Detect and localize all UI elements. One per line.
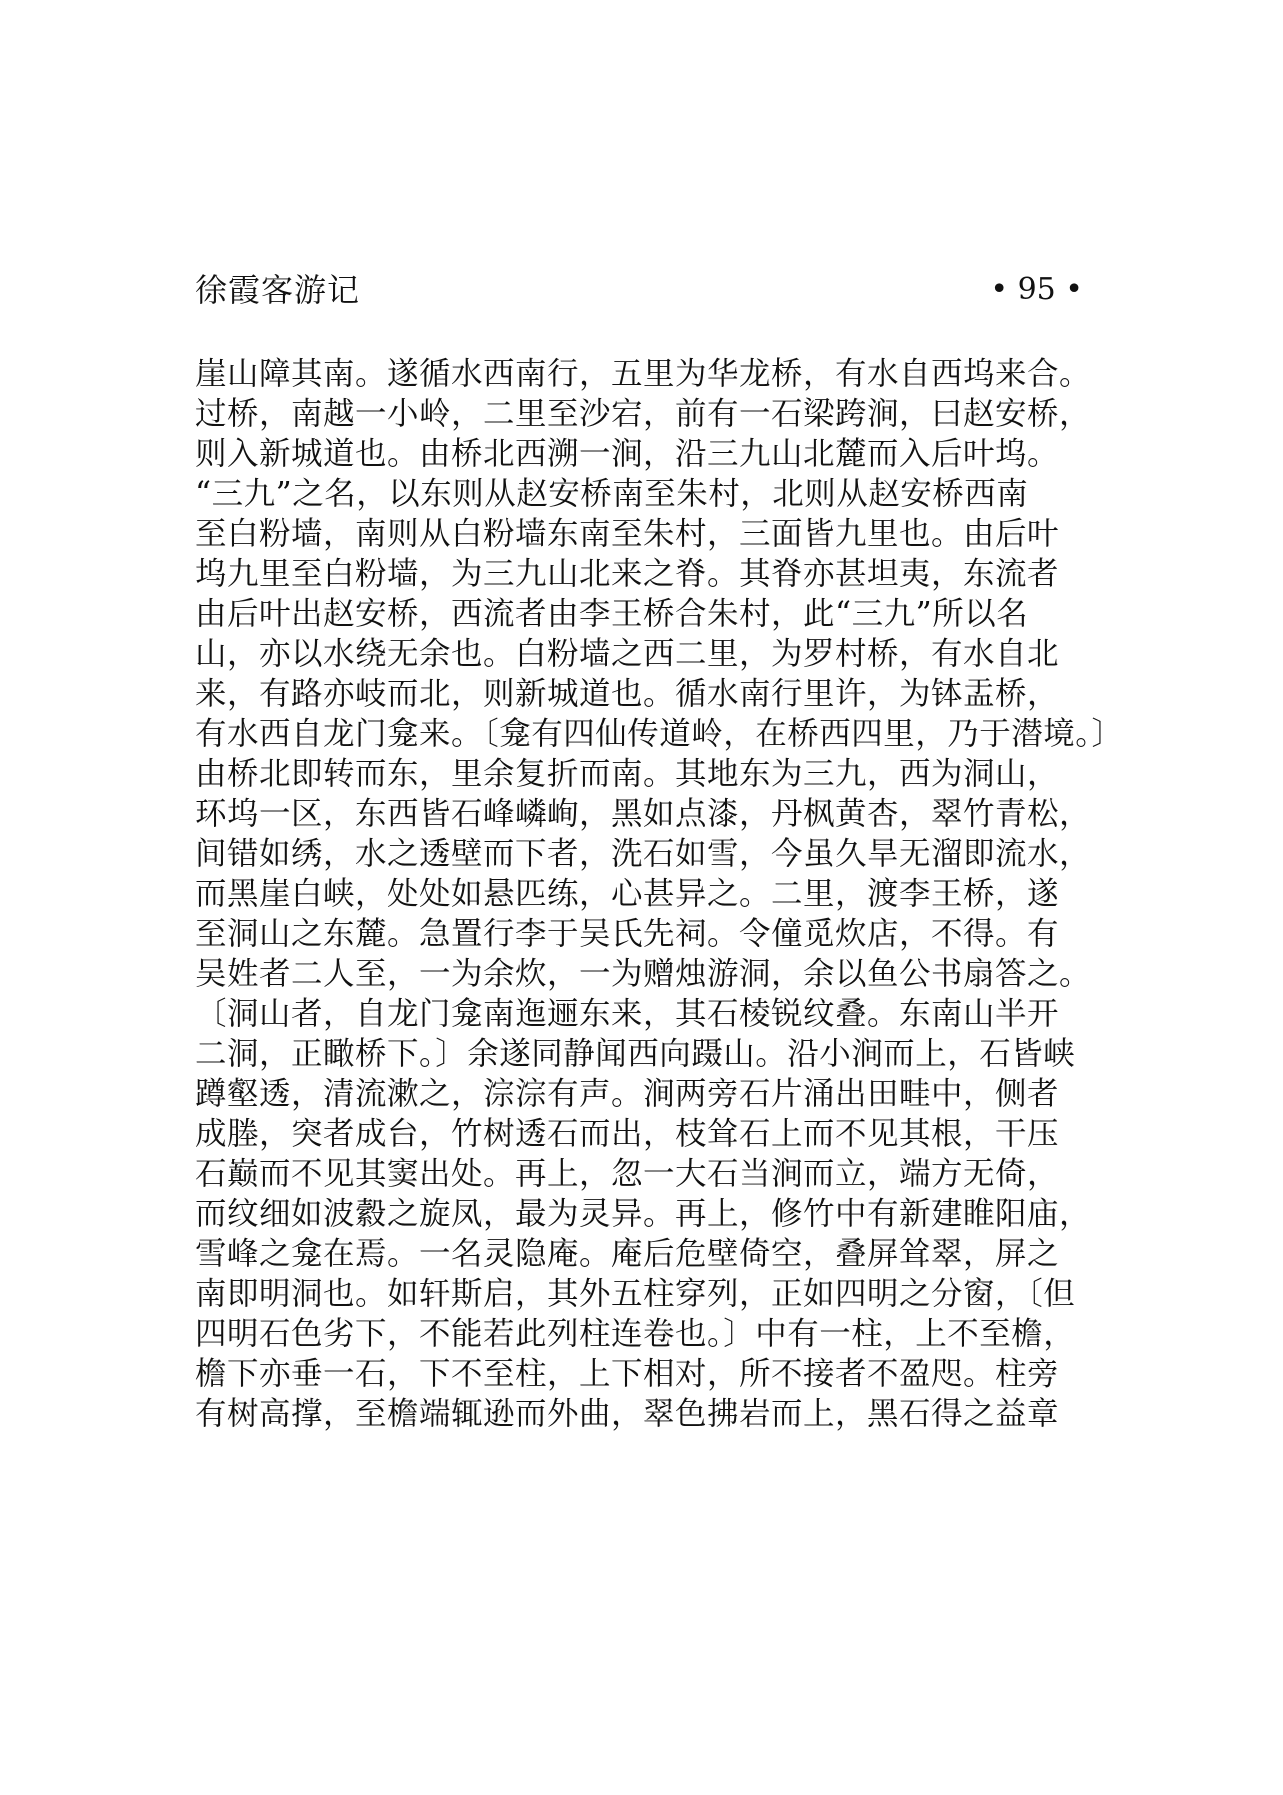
- text-line: 间错如绣，水之透壁而下者，洗石如雪，今虽久旱无溜即流水，: [195, 836, 1092, 872]
- text-line: 二洞，正瞰桥下。〕余遂同静闻西向蹑山。沿小涧而上，石皆峡: [195, 1036, 1076, 1072]
- text-line: 由后叶出赵安桥，西流者由李王桥合朱村，此“三九”所以名: [195, 596, 1029, 632]
- text-line: 有水西自龙门龛来。〔龛有四仙传道岭，在桥西四里，乃于潜境。〕: [195, 716, 1124, 752]
- text-line: 崖山障其南。遂循水西南行，五里为华龙桥，有水自西坞来合。: [195, 356, 1092, 392]
- text-line: 来，有路亦岐而北，则新城道也。循水南行里许，为钵盂桥，: [195, 676, 1060, 712]
- text-line: 由桥北即转而东，里余复折而南。其地东为三九，西为洞山，: [195, 756, 1060, 792]
- text-line: 有树高撑，至檐端辄逊而外曲，翠色拂岩而上，黑石得之益章: [195, 1396, 1060, 1432]
- text-line: 而黑崖白峡，处处如悬匹练，心甚异之。二里，渡李王桥，遂: [195, 876, 1060, 912]
- text-line: 吴姓者二人至，一为余炊，一为赠烛游洞，余以鱼公书扇答之。: [195, 956, 1092, 992]
- text-line: 山，亦以水绕无余也。白粉墙之西二里，为罗村桥，有水自北: [195, 636, 1060, 672]
- body-text: [195, 354, 1124, 1434]
- text-line: 〔洞山者，自龙门龛南迤逦东来，其石棱锐纹叠。东南山半开: [195, 996, 1060, 1032]
- text-line: 雪峰之龛在焉。一名灵隐庵。庵后危壁倚空，叠屏耸翠，屏之: [195, 1236, 1060, 1272]
- text-line: 至洞山之东麓。急置行李于吴氏先祠。令僮觅炊店，不得。有: [195, 916, 1060, 952]
- text-line: 则入新城道也。由桥北西溯一涧，沿三九山北麓而入后叶坞。: [195, 436, 1060, 472]
- text-line: 四明石色劣下，不能若此列柱连卷也。〕中有一柱，上不至檐，: [195, 1316, 1076, 1352]
- text-line: 至白粉墙，南则从白粉墙东南至朱村，三面皆九里也。由后叶: [195, 516, 1060, 552]
- text-line: 南即明洞也。如轩斯启，其外五柱穿列，正如四明之分窗，〔但: [195, 1276, 1076, 1312]
- book-title: 徐霞客游记: [195, 271, 361, 309]
- text-line: 成塍，突者成台，竹树透石而出，枝耸石上而不见其根，干压: [195, 1116, 1060, 1152]
- text-line: 蹲壑透，清流漱之，淙淙有声。涧两旁石片涌出田畦中，侧者: [195, 1076, 1060, 1112]
- text-line: “三九”之名，以东则从赵安桥南至朱村，北则从赵安桥西南: [195, 476, 1029, 512]
- text-line: 过桥，南越一小岭，二里至沙宕，前有一石梁跨涧，曰赵安桥，: [195, 396, 1092, 432]
- running-header: [195, 265, 1083, 315]
- text-line: 环坞一区，东西皆石峰嶙峋，黑如点漆，丹枫黄杏，翠竹青松，: [195, 796, 1092, 832]
- text-line: 檐下亦垂一石，下不至柱，上下相对，所不接者不盈咫。柱旁: [195, 1356, 1060, 1392]
- text-line: 石巅而不见其窦出处。再上，忽一大石当涧而立，端方无倚，: [195, 1156, 1060, 1192]
- page-number: • 95 •: [990, 272, 1083, 307]
- text-line: 而纹细如波縠之旋凤，最为灵异。再上，修竹中有新建睢阳庙，: [195, 1196, 1092, 1232]
- text-line: 坞九里至白粉墙，为三九山北来之脊。其脊亦甚坦夷，东流者: [195, 556, 1060, 592]
